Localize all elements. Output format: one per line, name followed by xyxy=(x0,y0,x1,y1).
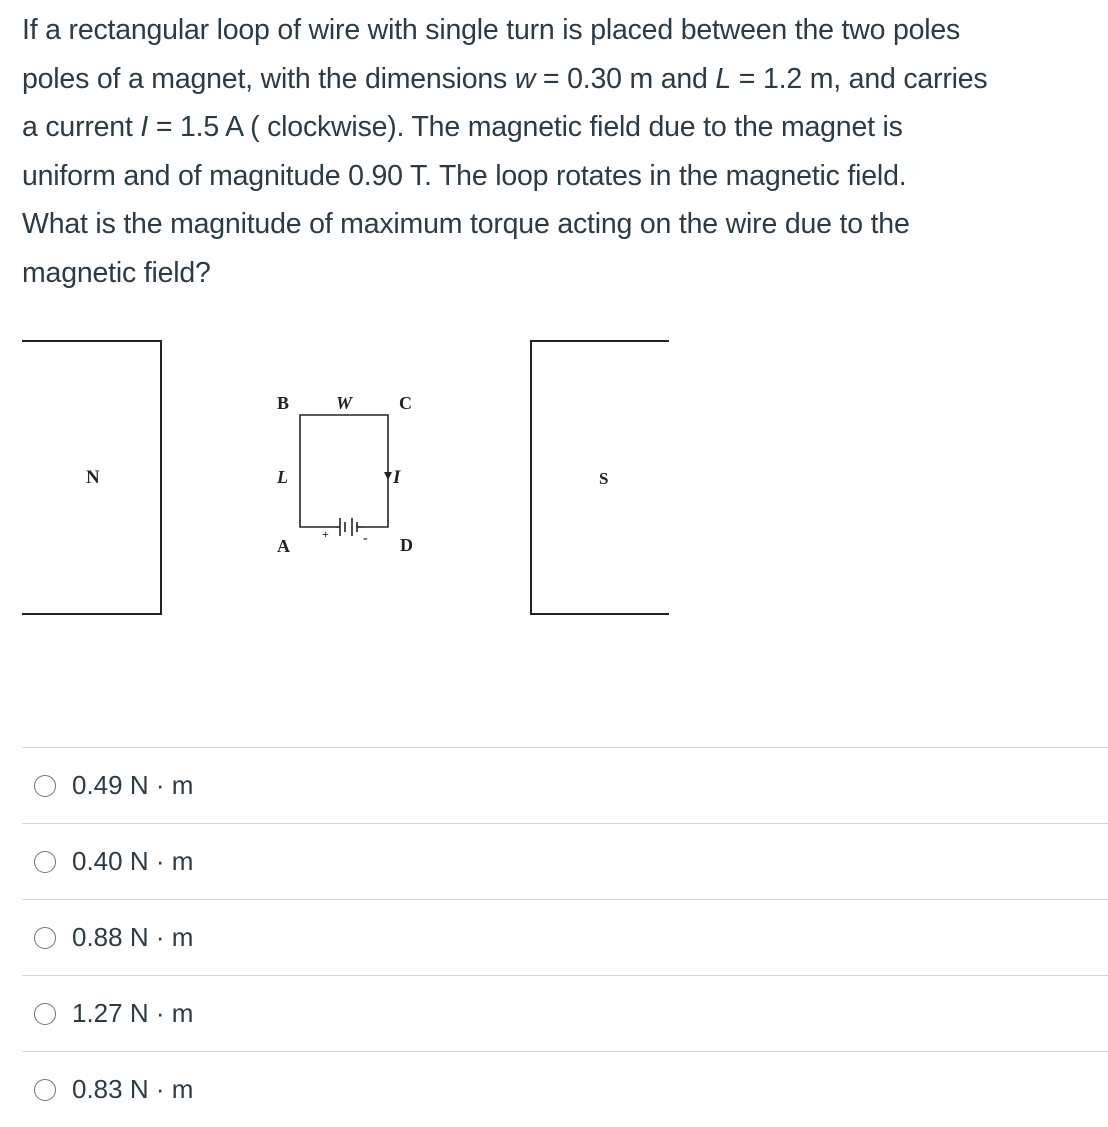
width-label: W xyxy=(336,393,353,413)
current-arrow-icon xyxy=(384,472,392,480)
north-pole-label: N xyxy=(86,467,100,488)
question-line-4: uniform and of magnitude 0.90 T. The loop rotates in the magnetic field. xyxy=(22,159,907,192)
var-L: L xyxy=(715,62,732,95)
question-line-1: If a rectangular loop of wire with single turn is placed between the two poles xyxy=(22,14,961,46)
question-text xyxy=(22,6,1102,298)
question-line-3: a current I = 1.5 A ( clockwise). The magnetic field due to the magnet is xyxy=(22,111,903,144)
answer-label: 0.49 N · m xyxy=(72,770,194,800)
answer-option-4[interactable] xyxy=(22,975,1108,1051)
corner-a-label: A xyxy=(277,536,290,556)
question-line-5: What is the magnitude of maximum torque acting on the wire due to the xyxy=(22,208,910,241)
radio-button[interactable] xyxy=(34,775,56,797)
answer-label: 0.88 N · m xyxy=(72,922,194,952)
figure-svg xyxy=(0,320,700,640)
length-label: L xyxy=(277,467,288,487)
current-label: I xyxy=(393,467,401,488)
answer-option-1[interactable] xyxy=(22,747,1108,823)
corner-c-label: C xyxy=(399,393,412,413)
question-line-6: magnetic field? xyxy=(22,256,211,289)
answer-option-3[interactable] xyxy=(22,899,1108,975)
answer-option-5[interactable] xyxy=(22,1051,1108,1127)
wire-loop xyxy=(300,415,388,527)
radio-button[interactable] xyxy=(34,1003,56,1025)
answer-label: 1.27 N · m xyxy=(72,998,194,1028)
battery-plus-label: + xyxy=(322,527,329,541)
question-line-2: poles of a magnet, with the dimensions w = 0.30 m and L = 1.2 m, and carries xyxy=(22,62,988,95)
south-pole-label: S xyxy=(599,469,609,488)
radio-button[interactable] xyxy=(34,1079,56,1101)
radio-button[interactable] xyxy=(34,927,56,949)
radio-button[interactable] xyxy=(34,851,56,873)
answer-list xyxy=(22,747,1108,1127)
corner-b-label: B xyxy=(277,393,290,413)
battery-minus-label: - xyxy=(363,531,368,546)
magnet-loop-figure xyxy=(0,320,700,640)
answer-label: 0.83 N · m xyxy=(72,1074,194,1104)
var-I: I xyxy=(140,111,149,144)
corner-d-label: D xyxy=(400,535,413,555)
answer-label: 0.40 N · m xyxy=(72,846,194,876)
answer-option-2[interactable] xyxy=(22,823,1108,899)
var-w: w xyxy=(514,62,536,95)
